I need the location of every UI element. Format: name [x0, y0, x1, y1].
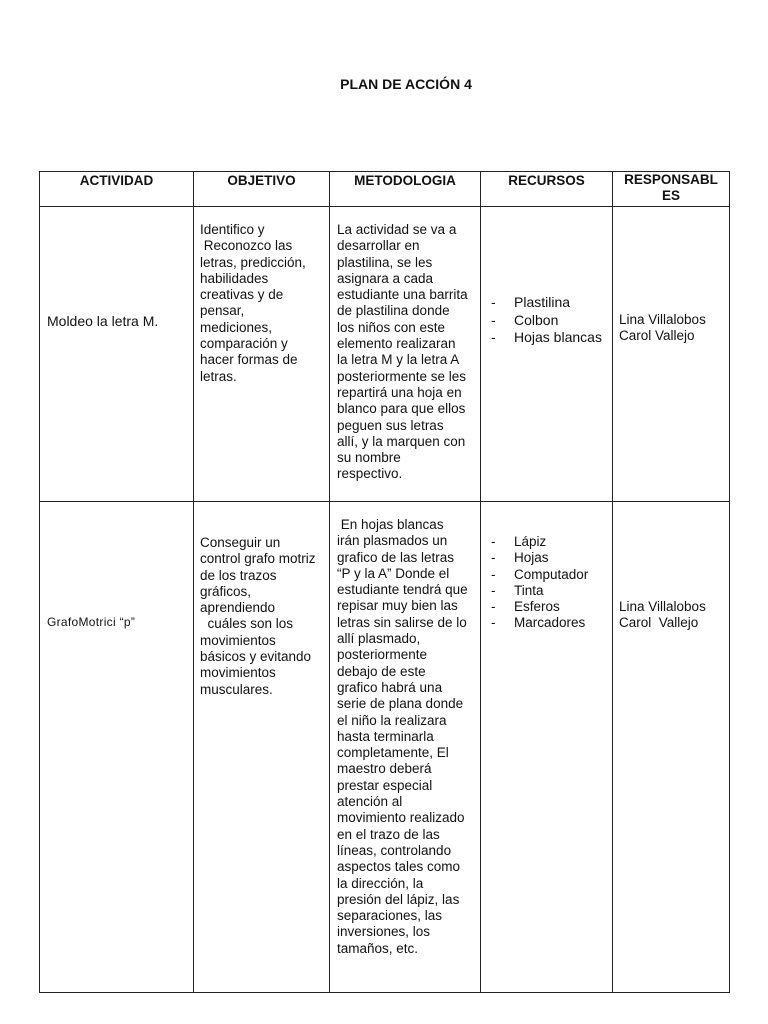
text-line: maestro deberá: [337, 761, 432, 777]
text-line: prestar especial: [337, 777, 433, 793]
table-header-row: [40, 172, 730, 207]
resources-list: [491, 294, 606, 347]
responsible-cell: [613, 207, 730, 502]
text-line: separaciones, las: [337, 908, 443, 924]
header-recursos: RECURSOS: [481, 172, 613, 207]
text-line: grafico habrá una: [337, 679, 443, 695]
text-line: plastilina, se les: [337, 254, 433, 270]
activity-cell: [40, 207, 194, 502]
activity-text: Moldeo la letra M.: [47, 313, 159, 329]
resource-item: [491, 550, 611, 566]
resource-item: [491, 329, 606, 347]
dash-bullet: -: [491, 329, 496, 345]
text-line: Carol Vallejo: [619, 615, 699, 631]
text-line: movimientos: [200, 632, 276, 648]
text-line: de plastilina donde: [337, 303, 450, 319]
dash-bullet: -: [491, 599, 496, 615]
text-line: de los trazos: [200, 567, 277, 583]
header-responsables: RESPONSABL ES: [613, 172, 730, 207]
text-line: cuáles son los: [200, 616, 294, 632]
text-line: la dirección, la: [337, 875, 424, 891]
resource-label: Tinta: [514, 582, 544, 598]
resources-cell: [481, 502, 613, 993]
text-line: estudiante tendrá que: [337, 582, 468, 598]
dash-bullet: -: [491, 534, 496, 549]
text-line: serie de plana donde: [337, 696, 464, 712]
resource-item: [491, 567, 611, 583]
resources-list: [491, 534, 611, 632]
document-title: PLAN DE ACCIÓN 4: [340, 76, 472, 92]
text-line: Lina Villalobos: [619, 599, 706, 614]
text-line: aspectos tales como: [337, 859, 461, 875]
text-line: creativas y de: [200, 287, 284, 303]
text-line: líneas, controlando: [337, 842, 452, 858]
text-line: inversiones, los: [337, 924, 431, 940]
text-line: blanco para que ellos: [337, 401, 466, 417]
text-line: repisar muy bien las: [337, 598, 458, 614]
dash-bullet: -: [491, 311, 496, 328]
text-line: allí, y la marquen con: [337, 433, 466, 449]
resource-label: Hojas blancas: [514, 329, 602, 345]
text-line: aprendiendo: [200, 600, 276, 616]
activity-text: GrafoMotrici “p”: [47, 615, 136, 629]
text-line: grafico de las letras: [337, 549, 455, 565]
text-line: movimientos: [200, 665, 276, 681]
resource-item: [491, 312, 606, 330]
table-row: [40, 502, 730, 993]
dash-bullet: -: [491, 566, 496, 582]
dash-bullet: -: [491, 582, 496, 598]
text-line: Identifico y: [200, 222, 265, 237]
text-line: los niños con este: [337, 319, 446, 335]
text-line: debajo de este: [337, 663, 426, 679]
text-line: hacer formas de: [200, 352, 298, 368]
resource-item: [491, 583, 611, 599]
text-line: estudiante una barrita: [337, 287, 468, 303]
text-line: asignara a cada: [337, 270, 434, 286]
text-line: irán plasmados un: [337, 533, 448, 549]
responsible-text: [619, 312, 729, 345]
activity-cell: [40, 502, 194, 993]
text-line: mediciones,: [200, 319, 273, 335]
methodology-cell: [330, 502, 481, 993]
text-line: tamaños, etc.: [337, 940, 419, 956]
resource-label: Computador: [514, 566, 589, 582]
text-line: en el trazo de las: [337, 826, 440, 842]
text-line: posteriormente se les: [337, 368, 467, 384]
text-line: letras, predicción,: [200, 254, 306, 270]
text-line: elemento realizaran: [337, 336, 456, 352]
resources-cell: [481, 207, 613, 502]
text-line: gráficos,: [200, 583, 252, 599]
resource-item: [491, 615, 611, 631]
text-line: básicos y evitando: [200, 649, 312, 665]
dash-bullet: -: [491, 294, 496, 310]
text-line: respectivo.: [337, 466, 403, 482]
text-line: su nombre: [337, 450, 401, 466]
text-line: desarrollar en: [337, 238, 420, 254]
header-metodologia: METODOLOGIA: [330, 172, 481, 207]
resource-label: Lápiz: [514, 534, 547, 549]
objective-cell: [194, 502, 330, 993]
text-line: movimiento realizado: [337, 810, 465, 826]
objective-text: [200, 535, 330, 698]
text-line: control grafo motriz: [200, 551, 316, 567]
text-line: pensar,: [200, 303, 245, 319]
resource-label: Esferos: [514, 599, 560, 615]
resource-label: Colbon: [514, 311, 559, 328]
text-line: “P y la A” Donde el: [337, 565, 450, 581]
text-line: el niño la realizara: [337, 712, 447, 728]
text-line: En hojas blancas: [337, 517, 444, 532]
header-objetivo: OBJETIVO: [194, 172, 330, 207]
text-line: letras sin salirse de lo: [337, 614, 467, 630]
resource-label: Marcadores: [514, 615, 586, 631]
dash-bullet: -: [491, 550, 496, 566]
resource-item: [491, 294, 606, 312]
text-line: La actividad se va a: [337, 222, 457, 237]
text-line: posteriormente: [337, 647, 428, 663]
objective-text: [200, 222, 318, 385]
text-line: letras.: [200, 368, 237, 384]
header-actividad: ACTIVIDAD: [40, 172, 194, 207]
text-line: allí plasmado,: [337, 631, 421, 647]
methodology-text: [337, 222, 477, 483]
resource-item: [491, 534, 611, 550]
resource-label: Plastilina: [514, 294, 571, 310]
text-line: completamente, El: [337, 745, 449, 761]
table-row: [40, 207, 730, 502]
methodology-text: [337, 517, 481, 957]
dash-bullet: -: [491, 615, 496, 631]
text-line: musculares.: [200, 681, 273, 697]
text-line: repartirá una hoja en: [337, 384, 462, 400]
text-line: habilidades: [200, 270, 269, 286]
text-line: la letra M y la letra A: [337, 352, 460, 368]
methodology-cell: [330, 207, 481, 502]
text-line: hasta terminarla: [337, 728, 434, 744]
action-plan-table: [39, 171, 730, 993]
text-line: atención al: [337, 794, 403, 810]
text-line: comparación y: [200, 336, 288, 352]
text-line: peguen sus letras: [337, 417, 444, 433]
text-line: presión del lápiz, las: [337, 891, 460, 907]
text-line: Conseguir un: [200, 535, 281, 550]
responsible-cell: [613, 502, 730, 993]
objective-cell: [194, 207, 330, 502]
text-line: Reconozco las: [200, 238, 293, 254]
text-line: Lina Villalobos: [619, 312, 706, 327]
resource-item: [491, 599, 611, 615]
text-line: Carol Vallejo: [619, 328, 695, 344]
resource-label: Hojas: [514, 550, 549, 566]
responsible-text: [619, 599, 729, 632]
